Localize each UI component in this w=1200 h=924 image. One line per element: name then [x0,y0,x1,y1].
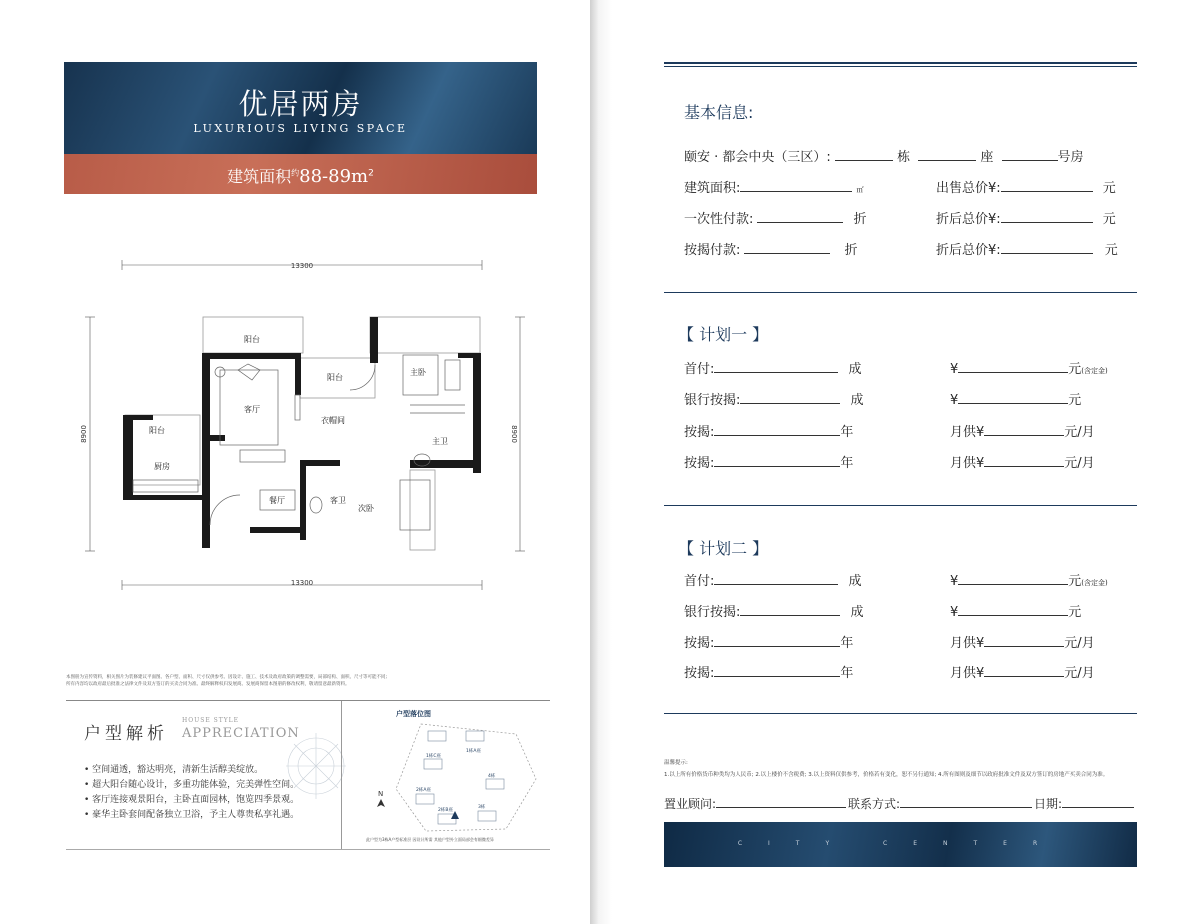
mortgage-discount: 折 [844,243,858,258]
room-guest-bath: 客卫 [330,496,346,505]
after-price-blank[interactable] [1001,212,1093,223]
title-banner [64,62,537,194]
building-label: 栋 [897,150,911,165]
area-mark: 约 [291,168,300,178]
area-label: 建筑面积: [684,181,741,196]
project-label: 颐安 · 都会中央（三区）: [684,150,831,165]
monthly-blank[interactable] [984,425,1064,436]
bank-amount-blank[interactable] [958,393,1068,404]
phone-row [848,795,1032,812]
plan1-bank-amount [950,389,1081,408]
room-label: 号房 [1057,150,1084,165]
footer-banner [664,822,1137,867]
project-row [684,146,1084,165]
plan2-monthly-1 [950,632,1095,651]
site-plan-title: 户型落位图 [396,710,431,718]
plan1-monthly-2 [950,452,1095,471]
after-price-yuan: 元 [1102,212,1116,227]
after-price-label: 折后总价¥: [936,212,1001,227]
room-balcony-2: 阳台 [327,373,343,382]
after-price-row-2 [936,239,1118,258]
area-unit-sup: 2 [368,168,374,179]
anjie-blank[interactable] [714,636,840,647]
area-unit: ㎡ [856,186,864,194]
one-time-row [684,208,867,227]
room-master: 主卧 [410,368,426,377]
after-price-label: 折后总价¥: [936,243,1001,258]
deposit-note: (含定金) [1081,367,1108,375]
info-title: 基本信息: [684,103,754,122]
plan2-anjie-row-1 [684,632,853,651]
analysis-point: • 空间通透，豁达明亮，清新生活醇美绽放。 [84,765,264,775]
phone-blank[interactable] [900,797,1032,808]
price-label: 出售总价¥: [936,181,1001,196]
disclaimer [66,674,536,688]
after-price-yuan: 元 [1104,243,1118,258]
consultant-blank[interactable] [716,797,846,808]
plan2-anjie-row-2 [684,662,853,681]
top-rule-thin [664,66,1137,67]
tips-text: 1.以上所有价格货币种类均为人民币; 2.以上楼价不含税费; 3.以上资料仅供参考，价格若有变化，恕不另行通知; 4.所有图则及细节以政府批准文件及双方签订的房地产买卖合同为准。 [664,772,1109,778]
site-label: 2栋B座 [438,808,453,813]
tips-title: 温馨提示: [664,760,688,766]
one-time-blank[interactable] [757,212,843,223]
yen-sign: ¥ [950,393,959,408]
plan1-monthly-1 [950,421,1095,440]
plan1-down-row [684,358,862,377]
monthly-label: 月供¥ [950,666,985,681]
monthly-blank[interactable] [984,666,1064,677]
book-gutter [590,0,612,924]
price-blank[interactable] [1001,181,1093,192]
yen-sign: ¥ [950,362,959,377]
block-blank[interactable] [918,150,976,161]
plan1-anjie-row-1 [684,421,853,440]
right-page [612,0,1200,924]
nian-label: 年 [840,666,854,681]
analysis-title: 户型解析 [84,724,168,744]
analysis-point: • 豪华主卧套间配备独立卫浴，予主人尊贵私享礼遇。 [84,810,300,820]
analysis-divider [341,701,342,849]
yuan-label: 元 [1068,362,1082,377]
room-kitchen: 厨房 [154,462,170,471]
room-balcony-3: 阳台 [149,426,165,435]
dim-bottom: 13300 [290,579,314,587]
monthly-blank[interactable] [984,636,1064,647]
one-time-discount: 折 [853,212,867,227]
per-month-label: 元/月 [1064,636,1095,651]
date-label: 日期: [1034,797,1063,811]
room-dining: 餐厅 [269,496,285,505]
date-row [1034,795,1134,812]
building-blank[interactable] [835,150,893,161]
after-price-row-1 [936,208,1116,227]
banner-subtitle: LUXURIOUS LIVING SPACE [193,122,408,135]
site-note: 此户型为3栋A户型标准层 因设计所需 其他户型外立面局部会有细微差异 [366,837,494,842]
floor-plan [70,255,540,600]
bank-cheng: 成 [850,393,864,408]
disclaimer-line-2: 所有内容均以政府最后批准之法律文件及双方签订的买卖合同为准。最终解释权归发展商。发展商保留本图册的修改权利，敬请留意最新资料。 [66,682,350,687]
section-rule [664,292,1137,293]
anjie-label: 按揭: [684,666,715,681]
dim-top: 13300 [290,262,314,270]
block-label: 座 [980,150,994,165]
analysis-en-small: HOUSE STYLE [182,717,240,724]
area-row [684,177,864,196]
house-analysis [66,700,550,850]
yen-sign: ¥ [950,605,959,620]
plan2-monthly-2 [950,662,1095,681]
room-living: 客厅 [244,405,260,414]
room-master-bath: 主卫 [432,437,448,446]
anjie-blank[interactable] [714,425,840,436]
bank-blank[interactable] [740,605,840,616]
monthly-label: 月供¥ [950,425,985,440]
site-label: 3栋 [478,805,486,810]
banner-area [64,164,537,187]
room-balcony-1: 阳台 [244,335,260,344]
room-second: 次卧 [358,504,374,513]
plan2-bank-amount [950,601,1081,620]
price-row [936,177,1116,196]
anjie-blank[interactable] [714,456,840,467]
anjie-label: 按揭: [684,636,715,651]
down-blank[interactable] [714,362,838,373]
after-price-blank[interactable] [1001,243,1093,254]
room-cloak: 衣帽间 [321,416,345,425]
plan2-down-amount [950,570,1108,589]
per-month-label: 元/月 [1064,425,1095,440]
nian-label: 年 [840,425,854,440]
site-label: 4栋 [488,774,496,779]
bank-amount-blank[interactable] [958,605,1068,616]
yuan-label: 元 [1068,574,1082,589]
phone-label: 联系方式: [848,797,901,811]
down-cheng: 成 [848,574,862,589]
area-blank[interactable] [740,181,852,192]
down-amount-blank[interactable] [958,574,1068,585]
nian-label: 年 [840,456,854,471]
dim-left: 8900 [80,425,88,443]
consultant-row [664,795,846,812]
mortgage-row [684,239,858,258]
disclaimer-line-1: 本图册为宣传资料，相关图片为装修建议平面图。各户型、面积、尺寸仅供参考。因设计、施工、技术及政府政策的调整需要，局部结构、面积、尺寸等可能不同; [66,675,388,680]
analysis-points [84,763,299,823]
analysis-en-large: APPRECIATION [182,726,300,741]
per-month-label: 元/月 [1064,666,1095,681]
area-value: 88-89m [299,166,369,187]
plan1-anjie-row-2 [684,452,853,471]
down-label: 首付: [684,362,715,377]
deposit-note: (含定金) [1081,579,1108,587]
room-blank[interactable] [1002,150,1058,161]
area-label: 建筑面积 [227,167,292,186]
yuan-label: 元 [1068,605,1082,620]
site-label: 1栋C座 [426,754,442,759]
down-amount-blank[interactable] [958,362,1068,373]
plan1-down-amount [950,358,1108,377]
north-label: N [378,790,384,798]
bank-cheng: 成 [850,605,864,620]
mortgage-label: 按揭付款: [684,243,741,258]
per-month-label: 元/月 [1064,456,1095,471]
bank-blank[interactable] [740,393,840,404]
banner-title: 优居两房 [238,87,363,121]
one-time-label: 一次性付款: [684,212,754,227]
date-blank[interactable] [1062,797,1134,808]
monthly-blank[interactable] [984,456,1064,467]
yuan-label: 元 [1068,393,1082,408]
monthly-label: 月供¥ [950,456,985,471]
mortgage-blank[interactable] [744,243,830,254]
top-rule [664,62,1137,64]
plan2-title: 【 计划二 】 [678,539,769,558]
price-yuan: 元 [1102,181,1116,196]
down-label: 首付: [684,574,715,589]
down-blank[interactable] [714,574,838,585]
site-plan-map [366,719,546,837]
dim-right: 8900 [510,425,518,443]
analysis-point: • 超大阳台随心设计，多重功能体验，完美弹性空间。 [84,780,300,790]
nian-label: 年 [840,636,854,651]
anjie-label: 按揭: [684,425,715,440]
section-rule [664,505,1137,506]
section-rule [664,713,1137,714]
consultant-label: 置业顾问: [664,797,717,811]
bank-label: 银行按揭: [684,605,741,620]
plan1-bank-row [684,389,864,408]
yen-sign: ¥ [950,574,959,589]
monthly-label: 月供¥ [950,636,985,651]
down-cheng: 成 [848,362,862,377]
footer-text: CITY CENTER [737,840,1064,847]
floor-plan-drawing [70,255,540,600]
site-label: 2栋A座 [416,788,431,793]
plan2-bank-row [684,601,864,620]
plan2-down-row [684,570,862,589]
anjie-blank[interactable] [714,666,840,677]
analysis-point: • 客厅连接观景阳台，主卧直面园林，饱览四季景观。 [84,795,300,805]
left-page [0,0,590,924]
anjie-label: 按揭: [684,456,715,471]
site-label: 1栋A座 [466,749,481,754]
north-arrow-icon [377,799,385,807]
plan1-title: 【 计划一 】 [678,325,769,344]
bank-label: 银行按揭: [684,393,741,408]
